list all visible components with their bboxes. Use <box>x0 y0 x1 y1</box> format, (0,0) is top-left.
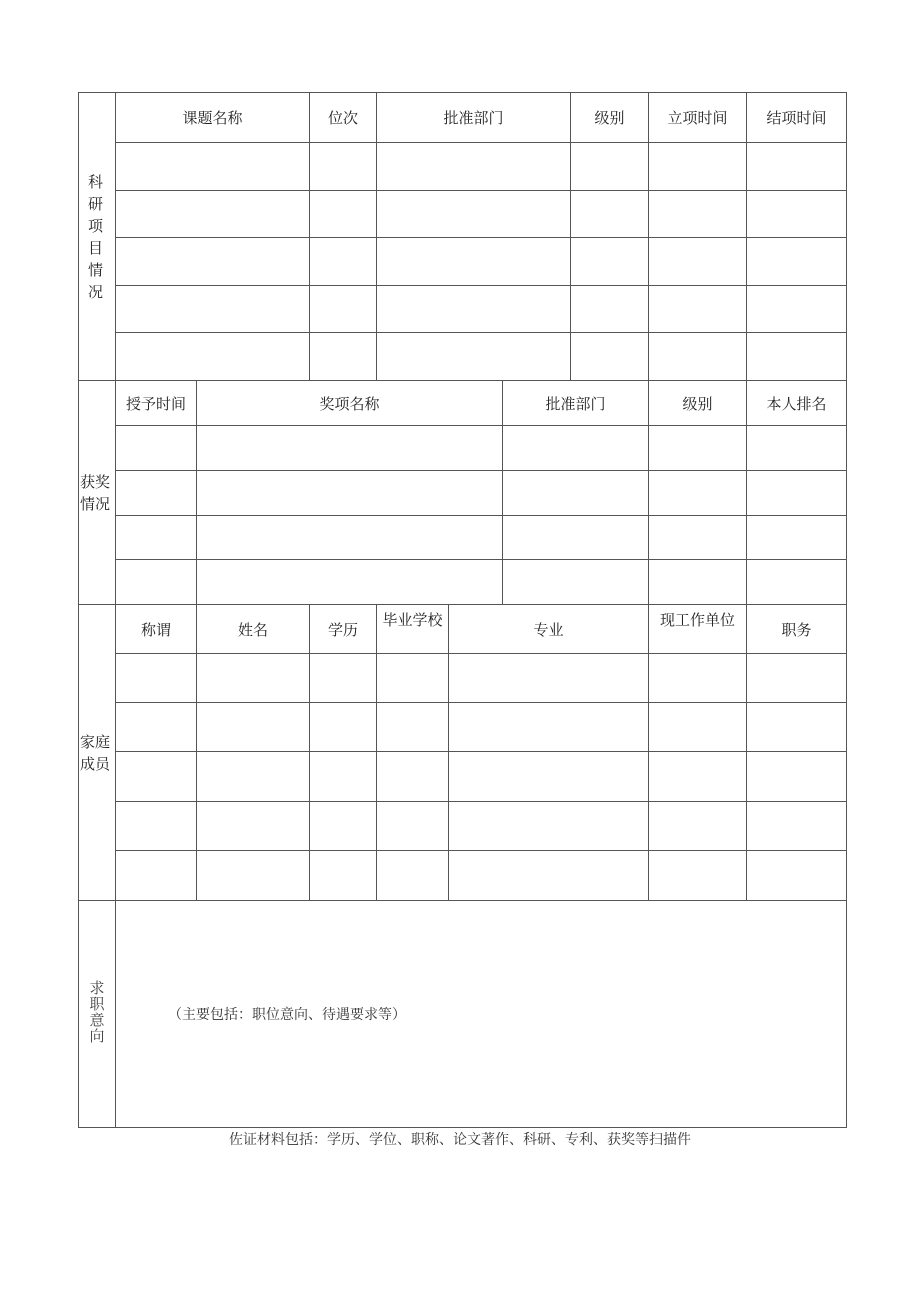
family-col-major: 专业 <box>449 605 649 654</box>
research-row <box>79 191 847 238</box>
research-cell[interactable] <box>377 286 571 333</box>
research-col-level: 级别 <box>571 93 649 143</box>
family-cell[interactable] <box>747 802 847 851</box>
research-cell[interactable] <box>310 333 377 381</box>
research-cell[interactable] <box>310 191 377 238</box>
research-cell[interactable] <box>116 143 310 191</box>
family-cell[interactable] <box>649 851 747 901</box>
awards-col-dept: 批准部门 <box>503 381 649 426</box>
research-section-label: 科研项目情况 <box>79 93 116 381</box>
family-cell[interactable] <box>310 802 377 851</box>
awards-row <box>79 516 847 560</box>
research-cell[interactable] <box>747 191 847 238</box>
family-cell[interactable] <box>116 752 197 802</box>
research-cell[interactable] <box>377 191 571 238</box>
research-cell[interactable] <box>310 286 377 333</box>
awards-cell[interactable] <box>197 516 503 560</box>
family-cell[interactable] <box>377 654 449 703</box>
research-cell[interactable] <box>649 238 747 286</box>
family-cell[interactable] <box>197 703 310 752</box>
family-cell[interactable] <box>116 654 197 703</box>
research-cell[interactable] <box>571 238 649 286</box>
family-row <box>79 703 847 752</box>
awards-col-rank: 本人排名 <box>747 381 847 426</box>
family-cell[interactable] <box>747 851 847 901</box>
awards-cell[interactable] <box>116 471 197 516</box>
awards-cell[interactable] <box>116 516 197 560</box>
research-col-start: 立项时间 <box>649 93 747 143</box>
research-cell[interactable] <box>116 286 310 333</box>
awards-cell[interactable] <box>649 560 747 605</box>
family-cell[interactable] <box>116 802 197 851</box>
family-cell[interactable] <box>649 802 747 851</box>
research-cell[interactable] <box>649 286 747 333</box>
family-cell[interactable] <box>377 703 449 752</box>
family-cell[interactable] <box>649 703 747 752</box>
family-col-education: 学历 <box>310 605 377 654</box>
intent-row <box>79 901 847 1128</box>
family-cell[interactable] <box>377 851 449 901</box>
research-cell[interactable] <box>571 143 649 191</box>
intent-hint: （主要包括：职位意向、待遇要求等） <box>168 1007 406 1023</box>
family-cell[interactable] <box>449 851 649 901</box>
family-cell[interactable] <box>377 802 449 851</box>
awards-cell[interactable] <box>116 426 197 471</box>
awards-cell[interactable] <box>503 560 649 605</box>
research-cell[interactable] <box>649 143 747 191</box>
awards-cell[interactable] <box>649 426 747 471</box>
awards-cell[interactable] <box>503 471 649 516</box>
family-cell[interactable] <box>197 752 310 802</box>
awards-cell[interactable] <box>197 471 503 516</box>
family-header-row <box>79 605 847 654</box>
family-col-employer: 现工作单位 <box>649 605 747 654</box>
family-cell[interactable] <box>747 752 847 802</box>
research-cell[interactable] <box>649 191 747 238</box>
awards-col-date: 授予时间 <box>116 381 197 426</box>
family-cell[interactable] <box>449 752 649 802</box>
research-row <box>79 286 847 333</box>
awards-col-level: 级别 <box>649 381 747 426</box>
intent-field[interactable] <box>116 901 847 1128</box>
family-cell[interactable] <box>310 851 377 901</box>
awards-cell[interactable] <box>503 516 649 560</box>
family-cell[interactable] <box>747 654 847 703</box>
awards-section-label: 获奖情况 <box>79 381 116 605</box>
application-form-table <box>78 92 847 1128</box>
research-row <box>79 333 847 381</box>
family-cell[interactable] <box>449 703 649 752</box>
family-row <box>79 851 847 901</box>
family-col-title: 称谓 <box>116 605 197 654</box>
research-col-dept: 批准部门 <box>377 93 571 143</box>
awards-cell[interactable] <box>503 426 649 471</box>
research-cell[interactable] <box>116 238 310 286</box>
awards-cell[interactable] <box>649 471 747 516</box>
family-col-name: 姓名 <box>197 605 310 654</box>
research-col-end: 结项时间 <box>747 93 847 143</box>
awards-cell[interactable] <box>116 560 197 605</box>
family-cell[interactable] <box>649 752 747 802</box>
family-section-label: 家庭成员 <box>79 605 116 901</box>
family-cell[interactable] <box>116 851 197 901</box>
family-cell[interactable] <box>310 703 377 752</box>
research-cell[interactable] <box>747 333 847 381</box>
research-cell[interactable] <box>747 286 847 333</box>
research-cell[interactable] <box>571 333 649 381</box>
awards-cell[interactable] <box>747 516 847 560</box>
research-cell[interactable] <box>747 238 847 286</box>
research-col-rank: 位次 <box>310 93 377 143</box>
research-cell[interactable] <box>747 143 847 191</box>
research-cell[interactable] <box>571 286 649 333</box>
awards-row <box>79 426 847 471</box>
research-cell[interactable] <box>377 333 571 381</box>
family-col-school: 毕业学校 <box>377 605 449 654</box>
family-cell[interactable] <box>310 654 377 703</box>
family-cell[interactable] <box>197 802 310 851</box>
intent-section-label: 求职意向 <box>79 901 116 1128</box>
family-row <box>79 802 847 851</box>
research-header-row <box>79 93 847 143</box>
family-cell[interactable] <box>197 851 310 901</box>
family-cell[interactable] <box>377 752 449 802</box>
awards-cell[interactable] <box>197 560 503 605</box>
research-cell[interactable] <box>116 191 310 238</box>
family-row <box>79 654 847 703</box>
awards-cell[interactable] <box>649 516 747 560</box>
research-row <box>79 238 847 286</box>
awards-header-row <box>79 381 847 426</box>
footer-note: 佐证材料包括：学历、学位、职称、论文著作、科研、专利、获奖等扫描件 <box>229 1132 691 1148</box>
research-cell[interactable] <box>649 333 747 381</box>
research-cell[interactable] <box>116 333 310 381</box>
family-cell[interactable] <box>197 654 310 703</box>
family-cell[interactable] <box>649 654 747 703</box>
family-col-position: 职务 <box>747 605 847 654</box>
research-cell[interactable] <box>571 191 649 238</box>
family-cell[interactable] <box>747 703 847 752</box>
family-cell[interactable] <box>116 703 197 752</box>
awards-col-name: 奖项名称 <box>197 381 503 426</box>
research-cell[interactable] <box>310 238 377 286</box>
research-col-topic: 课题名称 <box>116 93 310 143</box>
research-cell[interactable] <box>377 238 571 286</box>
family-row <box>79 752 847 802</box>
awards-row <box>79 471 847 516</box>
awards-cell[interactable] <box>747 471 847 516</box>
family-cell[interactable] <box>310 752 377 802</box>
awards-row <box>79 560 847 605</box>
research-cell[interactable] <box>377 143 571 191</box>
research-row <box>79 143 847 191</box>
family-cell[interactable] <box>449 802 649 851</box>
family-cell[interactable] <box>449 654 649 703</box>
awards-cell[interactable] <box>197 426 503 471</box>
awards-cell[interactable] <box>747 560 847 605</box>
research-cell[interactable] <box>310 143 377 191</box>
awards-cell[interactable] <box>747 426 847 471</box>
